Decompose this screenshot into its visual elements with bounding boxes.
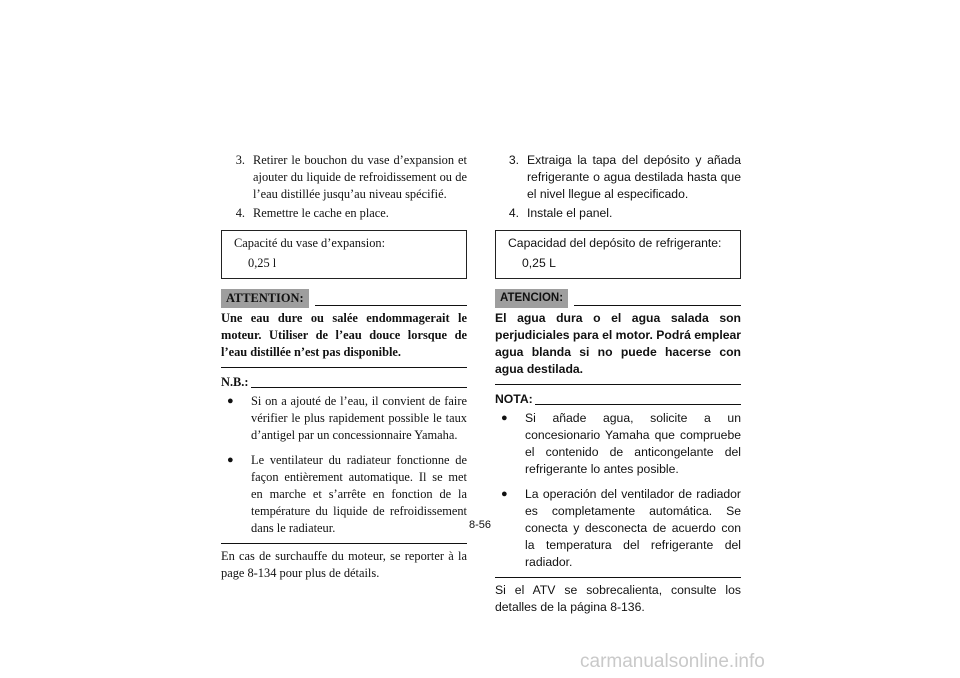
step-text: Remettre le cache en place. [253,206,389,220]
warning-header [495,289,741,308]
note-text: La operación del ventilador de radiador es completamente automática. Se conecta y desconecta de acuerdo con la temperatura del refrigerante del radiador. [525,487,741,569]
spec-label: Capacidad del depósito de refrigerante: [508,236,722,250]
bullet-icon: ● [501,488,508,500]
note-label: N.B.: [221,375,249,389]
watermark: carmanualsonline.info [580,651,765,672]
divider [251,387,467,388]
bullet-icon: ● [227,395,234,407]
step-text: Retirer le bouchon du vase d’expansion et ajouter du liquide de refroidissement ou de l’eau distillée jusqu’au niveau spécifié. [253,153,467,201]
spanish-column [495,152,741,616]
spec-value: 0,25 l [248,256,277,270]
note-text: Si añade agua, solicite a un concesionario Yamaha que compruebe el contenido de anticongelante del refrigerante lo antes posible. [525,411,741,476]
note-label: NOTA: [495,392,533,406]
warning-label: ATTENTION: [221,289,309,308]
step-3 [221,152,467,203]
bullet-icon: ● [501,412,508,424]
note-text: Le ventilateur du radiateur fonctionne de façon entièrement automatique. Il se met en marche et s’arrête en fonction de la température du liquide de refroidissement dans le radiateur. [251,453,467,535]
step-3 [495,152,741,203]
closing-paragraph: En cas de surchauffe du moteur, se reporter à la page 8-134 pour plus de détails. [221,549,467,580]
step-4 [495,205,741,222]
list-item [495,410,741,478]
step-4 [221,205,467,222]
bullet-icon: ● [227,454,234,466]
note-header [495,391,741,408]
list-item [221,393,467,444]
divider [315,305,467,306]
divider [574,305,741,306]
warning-header [221,289,467,308]
divider [535,404,741,405]
spec-label: Capacité du vase d’expansion: [234,236,386,250]
divider [221,543,467,544]
list-item [221,452,467,537]
step-text: Instale el panel. [527,206,613,220]
step-number: 4. [508,206,519,220]
list-item [495,486,741,571]
note-header [221,374,467,391]
capacity-spec-box [495,230,741,279]
step-number: 3. [508,153,519,167]
warning-label: ATENCION: [495,289,568,308]
warning-text: El agua dura o el agua salada son perjudiciales para el motor. Podrá emplear agua blanda si no puede hacerse con agua destilada. [495,310,741,385]
french-column [221,152,467,582]
capacity-spec-box [221,230,467,279]
note-text: Si on a ajouté de l’eau, il convient de faire vérifier le plus rapidement possible le taux d’antigel par un concessionnaire Yamaha. [251,394,467,442]
step-text: Extraiga la tapa del depósito y añada refrigerante o agua destilada hasta que el nivel llegue al especificado. [527,153,741,201]
spec-value: 0,25 L [522,256,556,270]
divider [495,577,741,578]
page-number: 8-56 [469,519,492,531]
warning-text: Une eau dure ou salée endommagerait le moteur. Utiliser de l’eau douce lorsque de l’eau distillée n’est pas disponible. [221,310,467,368]
step-number: 3. [235,153,245,167]
step-number: 4. [235,206,245,220]
closing-paragraph: Si el ATV se sobrecalienta, consulte los detalles de la página 8-136. [495,583,741,614]
